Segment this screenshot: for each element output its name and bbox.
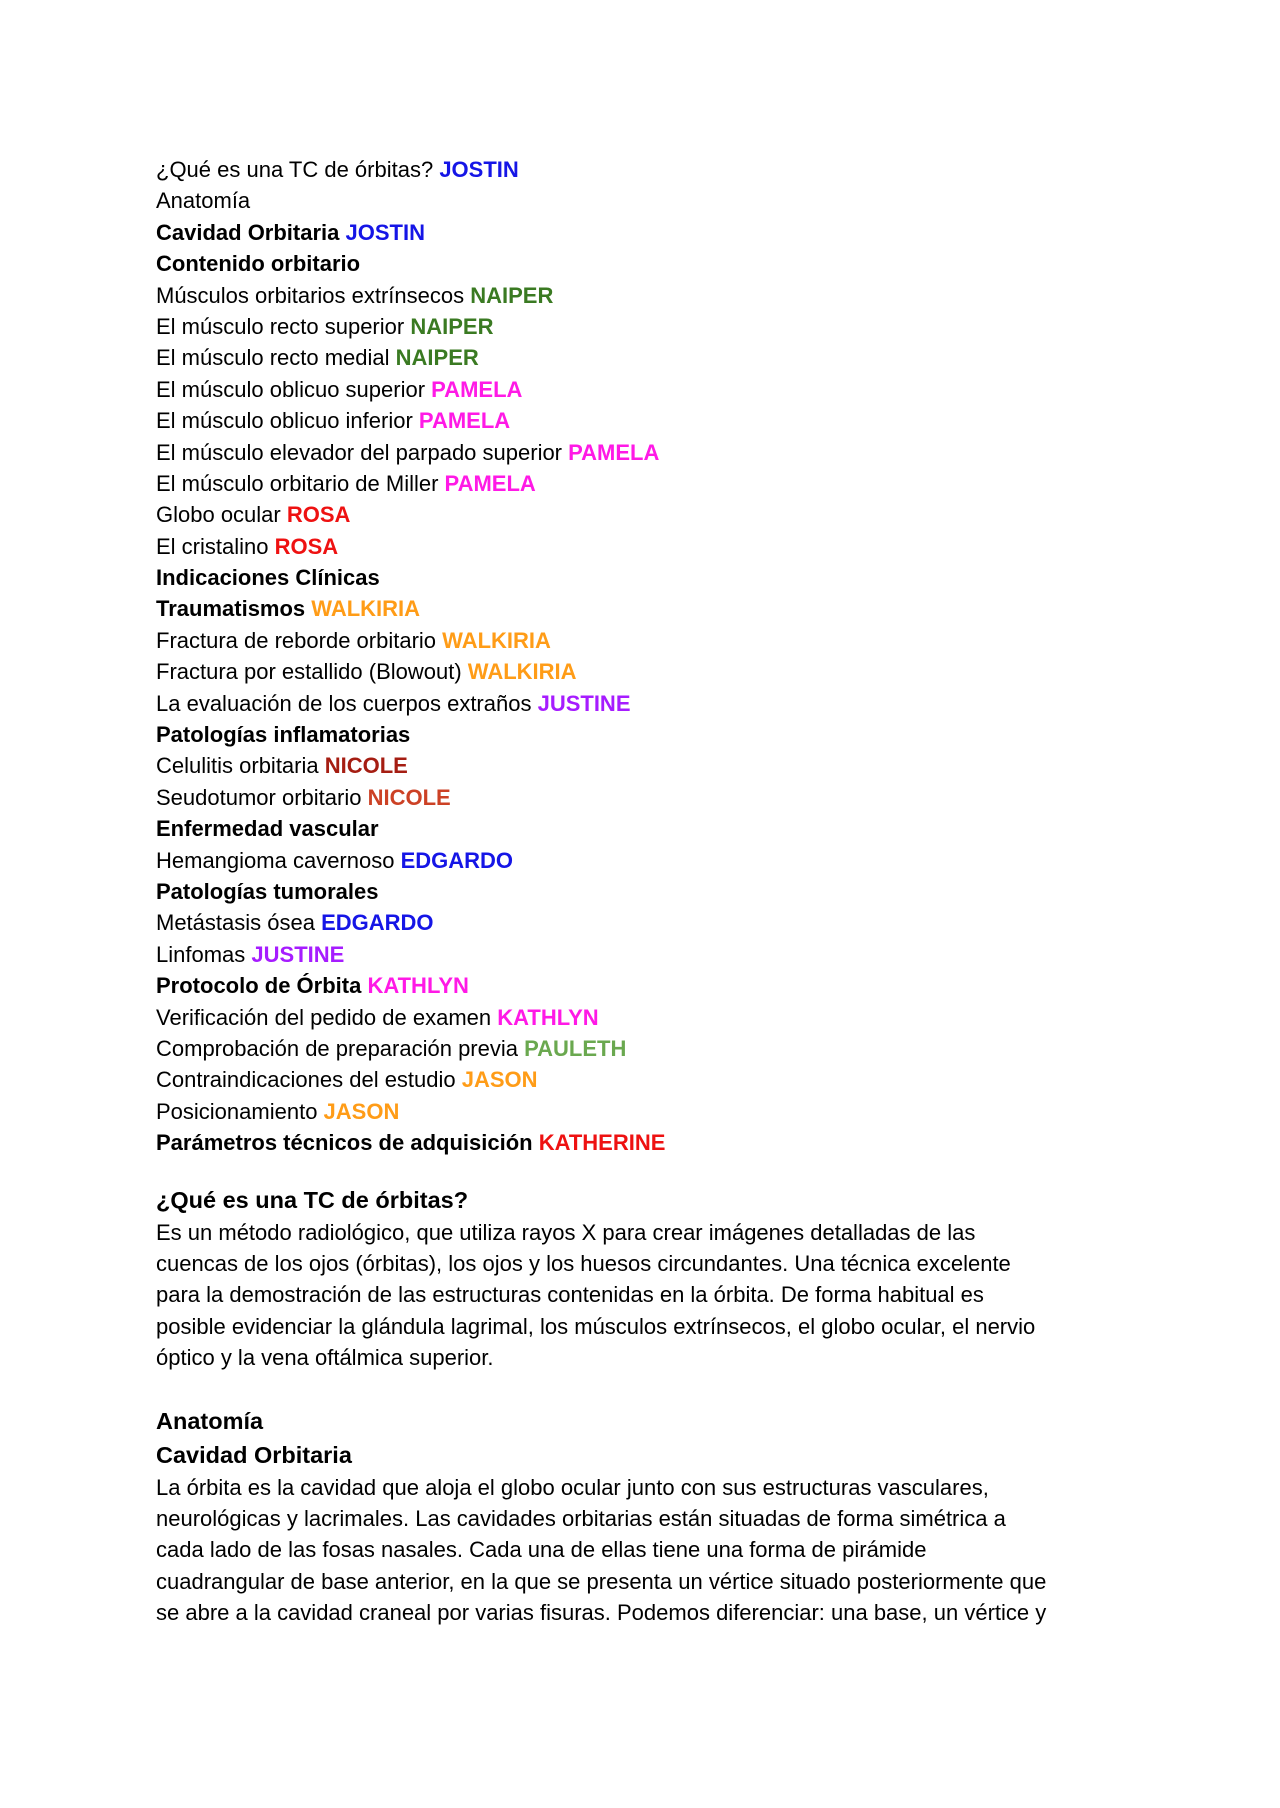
outline-item [156, 1033, 1126, 1064]
paragraph-line: neurológicas y lacrimales. Las cavidades orbitarias están situadas de forma simétrica a [156, 1505, 1006, 1531]
outline-item-label: Linfomas [156, 941, 252, 967]
outline-item-label: Verificación del pedido de examen [156, 1004, 498, 1030]
outline-item [156, 562, 1126, 593]
section-body [156, 1472, 1126, 1629]
paragraph-line: La órbita es la cavidad que aloja el globo ocular junto con sus estructuras vasculares, [156, 1474, 989, 1500]
outline-item-label: Fractura por estallido (Blowout) [156, 659, 468, 685]
outline-item-label: Fractura de reborde orbitario [156, 627, 443, 653]
outline-item-assignee: PAMELA [431, 376, 523, 402]
paragraph-line: posible evidenciar la glándula lagrimal, los músculos extrínsecos, el globo ocular, el nervio [156, 1313, 1036, 1339]
outline-item-label: Músculos orbitarios extrínsecos [156, 282, 471, 308]
outline-item-assignee: EDGARDO [400, 847, 514, 873]
outline-item [156, 656, 1126, 687]
outline-item [156, 280, 1126, 311]
outline-item [156, 625, 1126, 656]
outline-item [156, 1002, 1126, 1033]
outline-item-label: El músculo oblicuo superior [156, 376, 432, 402]
outline-item [156, 311, 1126, 342]
outline-item-label: Anatomía [156, 188, 251, 214]
outline-item-assignee: WALKIRIA [311, 596, 421, 622]
outline-item-label: Comprobación de preparación previa [156, 1035, 525, 1061]
section-anatomy [156, 1404, 1126, 1629]
outline-item-assignee: JASON [323, 1098, 400, 1124]
outline-item [156, 970, 1126, 1001]
section-heading: ¿Qué es una TC de órbitas? [156, 1186, 469, 1213]
outline-item [156, 782, 1126, 813]
outline-item [156, 845, 1126, 876]
outline-item-label: Seudotumor orbitario [156, 784, 368, 810]
outline-list [156, 154, 1126, 1159]
paragraph-line: cuadrangular de base anterior, en la que se presenta un vértice situado posteriormente que [156, 1568, 1047, 1594]
outline-item-label: Hemangioma cavernoso [156, 847, 401, 873]
outline-item-assignee: WALKIRIA [467, 659, 577, 685]
outline-item-label: Patologías tumorales [156, 878, 379, 904]
outline-item-assignee: ROSA [286, 502, 351, 528]
outline-item-label: Parámetros técnicos de adquisición [156, 1130, 539, 1156]
outline-item-assignee: KATHERINE [538, 1130, 666, 1156]
outline-item-assignee: NAIPER [410, 313, 494, 339]
outline-item [156, 1064, 1126, 1095]
outline-item-assignee: KATHLYN [367, 973, 469, 999]
outline-item-assignee: PAMELA [418, 408, 511, 434]
outline-item-label: Cavidad Orbitaria [156, 219, 346, 245]
outline-item-assignee: NAIPER [395, 345, 479, 371]
paragraph-line: se abre a la cavidad craneal por varias fisuras. Podemos diferenciar: una base, un vértice y [156, 1600, 1047, 1626]
outline-item-label: El cristalino [156, 533, 275, 559]
outline-item-assignee: NAIPER [470, 282, 554, 308]
outline-item-assignee: JOSTIN [439, 157, 519, 182]
outline-item [156, 1096, 1126, 1127]
paragraph-line: para la demostración de las estructuras contenidas en la órbita. De forma habitual es [156, 1282, 984, 1308]
outline-item-label: Indicaciones Clínicas [156, 565, 380, 591]
outline-item-label: La evaluación de los cuerpos extraños [156, 690, 538, 716]
outline-item [156, 593, 1126, 624]
outline-item-assignee: JUSTINE [251, 941, 345, 967]
outline-item-assignee: NICOLE [367, 784, 451, 810]
outline-item-label: El músculo oblicuo inferior [156, 408, 419, 434]
outline-item-label: El músculo recto superior [156, 313, 411, 339]
outline-item [156, 719, 1126, 750]
outline-item [156, 405, 1126, 436]
outline-item-label: Posicionamiento [156, 1098, 324, 1124]
outline-item-label: ¿Qué es una TC de órbitas? [156, 157, 440, 182]
paragraph-line: Es un método radiológico, que utiliza rayos X para crear imágenes detalladas de las [156, 1219, 976, 1245]
section-subheading: Cavidad Orbitaria [156, 1441, 352, 1468]
outline-item-label: Patologías inflamatorias [156, 722, 411, 748]
outline-item [156, 907, 1126, 938]
outline-item [156, 154, 1126, 185]
outline-item-assignee: KATHLYN [497, 1004, 599, 1030]
outline-item-label: El músculo orbitario de Miller [156, 470, 445, 496]
outline-item [156, 499, 1126, 530]
outline-item [156, 531, 1126, 562]
outline-item [156, 813, 1126, 844]
outline-item [156, 248, 1126, 279]
outline-item-label: Celulitis orbitaria [156, 753, 325, 779]
paragraph-line: óptico y la vena oftálmica superior. [156, 1345, 494, 1371]
outline-item [156, 374, 1126, 405]
outline-item [156, 876, 1126, 907]
paragraph-line: cuencas de los ojos (órbitas), los ojos y los huesos circundantes. Una técnica excelente [156, 1250, 1011, 1276]
outline-item [156, 688, 1126, 719]
paragraph-line: cada lado de las fosas nasales. Cada una de ellas tiene una forma de pirámide [156, 1537, 927, 1563]
section-what-is [156, 1183, 1126, 1374]
outline-item [156, 939, 1126, 970]
outline-item-label: El músculo elevador del parpado superior [156, 439, 569, 465]
outline-item-assignee: PAMELA [444, 470, 536, 496]
outline-item-label: Contraindicaciones del estudio [156, 1067, 462, 1093]
outline-item-assignee: JASON [461, 1067, 538, 1093]
outline-item-assignee: EDGARDO [321, 910, 434, 936]
outline-item-assignee: WALKIRIA [442, 627, 551, 653]
outline-item [156, 217, 1126, 248]
outline-item [156, 342, 1126, 373]
outline-item-label: El músculo recto medial [156, 345, 396, 371]
outline-item-label: Traumatismos [156, 596, 312, 622]
outline-item-assignee: NICOLE [324, 753, 408, 779]
outline-item-label: Metástasis ósea [156, 910, 322, 936]
section-body [156, 1217, 1126, 1374]
outline-item-assignee: JUSTINE [537, 690, 631, 716]
outline-item [156, 185, 1126, 216]
document-page [156, 154, 1126, 1629]
outline-item-assignee: ROSA [274, 533, 339, 559]
outline-item-assignee: PAULETH [524, 1035, 627, 1061]
outline-item [156, 1127, 1126, 1158]
outline-item-label: Globo ocular [156, 502, 287, 528]
section-heading: Anatomía [156, 1407, 264, 1434]
outline-item-assignee: PAMELA [568, 439, 660, 465]
outline-item-label: Enfermedad vascular [156, 816, 379, 842]
outline-item-label: Contenido orbitario [156, 251, 361, 277]
outline-item [156, 750, 1126, 781]
outline-item [156, 468, 1126, 499]
outline-item-assignee: JOSTIN [345, 219, 425, 245]
outline-item [156, 437, 1126, 468]
outline-item-label: Protocolo de Órbita [156, 973, 368, 999]
